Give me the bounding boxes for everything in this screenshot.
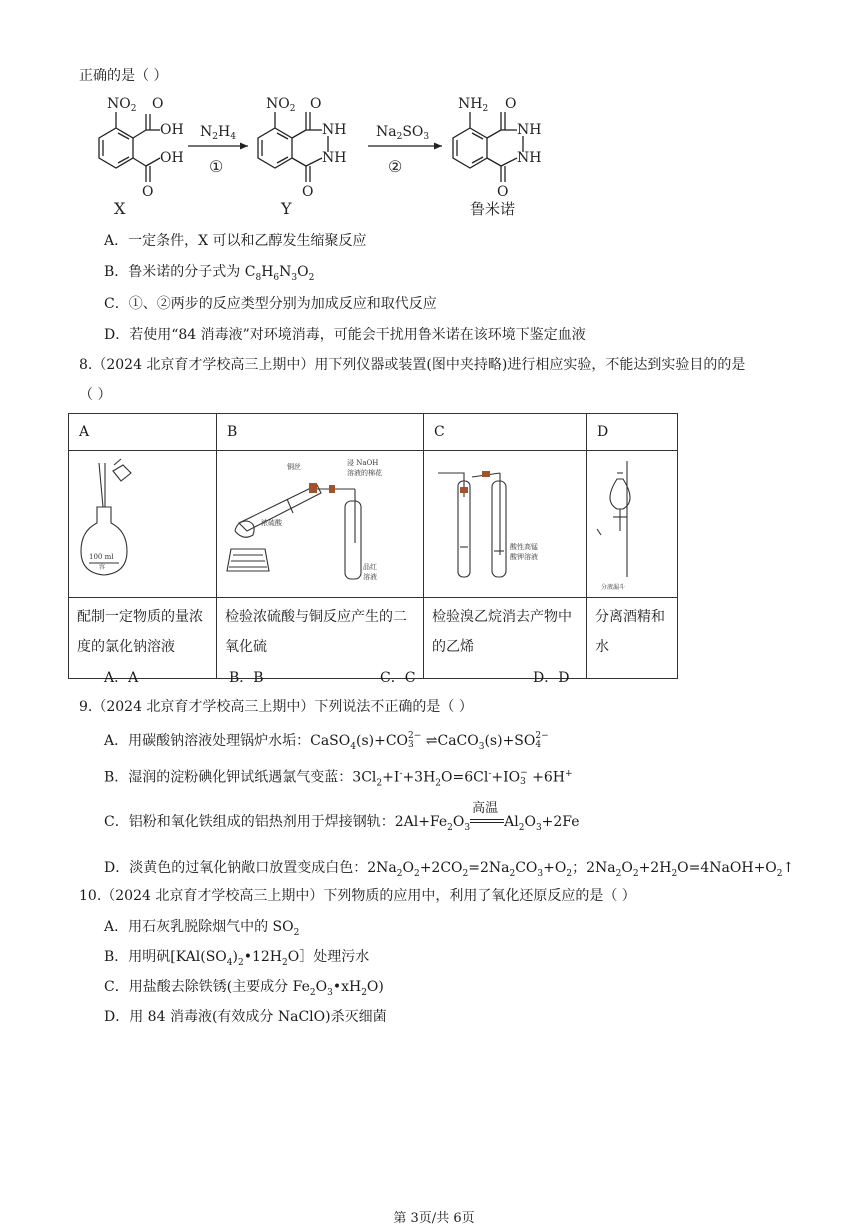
header-a: A (69, 414, 217, 451)
header-b: B (217, 414, 424, 451)
q10-option-c: C．用盐酸去除铁锈(主要成分 $Fe_2O_3•xH_2O$) (104, 979, 384, 998)
page-footer: 第 3页/共 6页 (393, 1211, 475, 1226)
svg-text:Na2SO3: $Na_2SO_3$ (376, 124, 430, 142)
q8-answer-d: D．D (533, 670, 570, 686)
description-a: 配制一定物质的量浓度的氯化钠溶液 (69, 598, 217, 679)
description-b: 检验浓硫酸与铜反应产生的二氧化硫 (217, 598, 424, 679)
luminol-benzene-ring (453, 128, 487, 168)
svg-text:Y: Y (281, 199, 292, 218)
reaction-scheme (70, 88, 590, 223)
svg-text:NH: NH (517, 122, 542, 138)
q7-option-c: C．①、②两步的反应类型分别为加成反应和取代反应 (104, 296, 437, 312)
description-d: 分离酒精和水 (587, 598, 678, 679)
q8-answer-c: C．C (380, 670, 416, 686)
q9-option-c: C．铝粉和氧化铁组成的铝热剂用于焊接钢轨：$2Al+Fe_2O_3$ 高温 $Al_2O_3+2Fe$ (104, 801, 580, 833)
y-benzene-ring (258, 128, 292, 168)
svg-text:NH: NH (322, 122, 347, 138)
svg-text:铜丝: 铜丝 (287, 463, 301, 471)
q8-stem: 8.（2024 北京育才学校高三上期中）用下列仪器或装置(图中夹持略)进行相应实验，不能达到实验目的的是 (79, 357, 746, 373)
q8-answer-a: A．A (104, 670, 139, 686)
svg-text:100 ml: 100 ml (89, 553, 114, 561)
q10-stem: 10.（2024 北京育才学校高三上期中）下列物质的应用中，利用了氧化还原反应的是（ ） (79, 888, 636, 904)
svg-text:酸钾溶液: 酸钾溶液 (510, 553, 538, 561)
svg-text:NH2: $NH_2$ (458, 96, 489, 114)
q7-option-a: A．一定条件，X 可以和乙醇发生缩聚反应 (104, 233, 367, 249)
svg-text:NH: NH (322, 150, 347, 166)
svg-text:NH: NH (517, 150, 542, 166)
header-d: D (587, 414, 678, 451)
description-c: 检验溴乙烷消去产物中的乙烯 (424, 598, 587, 679)
apparatus-a (69, 451, 217, 598)
q7-stem-tail: 正确的是（ ） (79, 68, 168, 84)
svg-text:分液漏斗: 分液漏斗 (601, 584, 626, 591)
q9-stem: 9.（2024 北京育才学校高三上期中）下列说法不正确的是（ ） (79, 699, 473, 715)
svg-text:O: O (310, 96, 322, 112)
q10-option-b: B．用明矾[$KAl(SO_4)_2•12H_2O]$处理污水 (104, 949, 370, 968)
q9-option-a: A．用碳酸钠溶液处理锅炉水垢：CaSO$_4$(s)+CO 2− 3 ⇌CaCO$_3$(s)+SO 2− 4 (104, 731, 549, 752)
svg-text:N2H4: $N_2H_4$ (200, 124, 236, 142)
svg-text:O: O (497, 184, 509, 200)
svg-text:OH: OH (160, 150, 184, 166)
volumetric-flask-image (69, 451, 216, 593)
svg-text:X: X (114, 199, 126, 218)
svg-text:鲁米诺: 鲁米诺 (470, 200, 516, 218)
apparatus-b (217, 451, 424, 598)
q8-answer-b: B．B (229, 670, 264, 686)
separatory-funnel-image (587, 451, 677, 593)
svg-text:OH: OH (160, 122, 184, 138)
ethylene-test-image (424, 451, 586, 593)
svg-text:溶液: 溶液 (363, 573, 377, 581)
q10-option-a: A．用石灰乳脱除烟气中的 $SO_2$ (104, 919, 300, 938)
q8-stem-bracket: （ ） (79, 387, 112, 403)
svg-text:O: O (505, 96, 517, 112)
q10-option-d: D．用 84 消毒液(有效成分 NaClO)杀灭细菌 (104, 1009, 387, 1025)
svg-text:浓硫酸: 浓硫酸 (261, 519, 282, 527)
svg-text:容: 容 (99, 564, 106, 571)
svg-text:O: O (152, 96, 164, 112)
q9-option-b: B．湿润的淀粉碘化钾试纸遇氯气变蓝：$3Cl_2+I^-+3H_2O=6Cl^-+IO$ − 3 +6H+ (104, 767, 573, 789)
apparatus-d (587, 451, 678, 598)
svg-text:NO2: $NO_2$ (266, 96, 296, 114)
apparatus-c (424, 451, 587, 598)
svg-text:溶液的棉花: 溶液的棉花 (347, 469, 382, 477)
copper-sulfuric-acid-image (217, 451, 423, 593)
q7-option-b: B．鲁米诺的分子式为 $C_8H_6N_3O_2$ (104, 264, 315, 283)
svg-text:酸性高锰: 酸性高锰 (510, 543, 538, 551)
svg-text:①: ① (209, 157, 224, 176)
svg-text:②: ② (388, 157, 403, 176)
svg-text:O: O (302, 184, 314, 200)
svg-text:O: O (142, 184, 154, 200)
apparatus-table (68, 413, 678, 679)
svg-text:品红: 品红 (363, 563, 377, 571)
header-c: C (424, 414, 587, 451)
q7-option-d: D．若使用“84 消毒液”对环境消毒，可能会干扰用鲁米诺在该环境下鉴定血液 (104, 327, 586, 343)
q9-option-d: D．淡黄色的过氧化钠敞口放置变成白色：$2Na_2O_2+2CO_2=2Na_2CO_3+O_2$；$2Na_2O_2+2H_2O=4NaOH+O_2↑$ (104, 860, 795, 879)
svg-text:浸 NaOH: 浸 NaOH (347, 459, 379, 467)
svg-text:NO2: $NO_2$ (107, 96, 137, 114)
x-benzene-ring (99, 128, 133, 168)
